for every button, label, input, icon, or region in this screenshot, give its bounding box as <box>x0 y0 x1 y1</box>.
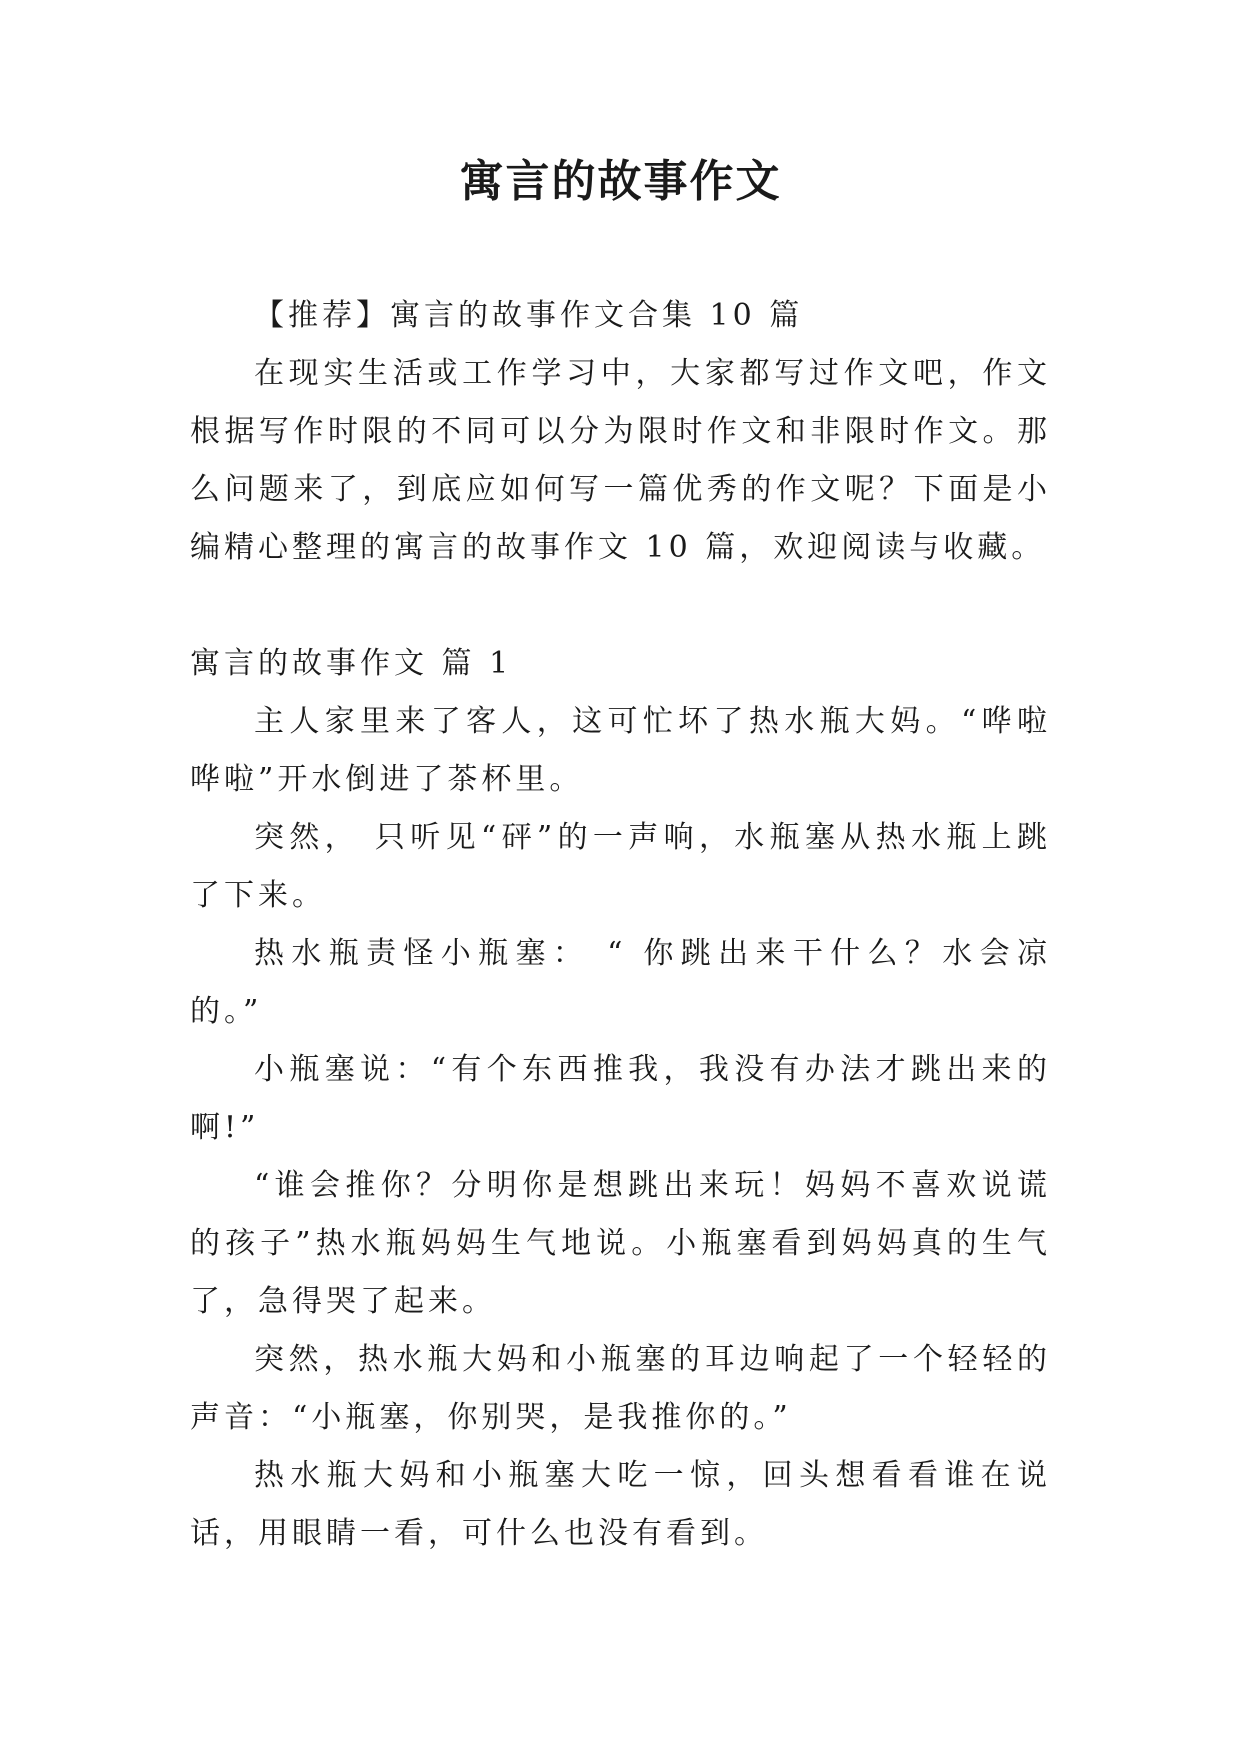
story-paragraph: 突然， 只听见“砰”的一声响，水瓶塞从热水瓶上跳了下来。 <box>190 820 1051 913</box>
story-paragraph: “谁会推你？分明你是想跳出来玩！妈妈不喜欢说谎的孩子”热水瓶妈妈生气地说。小瓶塞看到妈妈真的生气了，急得哭了起来。 <box>190 1168 1051 1319</box>
story-paragraph: 突然，热水瓶大妈和小瓶塞的耳边响起了一个轻轻的声音：“小瓶塞，你别哭，是我推你的。” <box>190 1342 1051 1435</box>
section-heading: 寓言的故事作文 篇 1 <box>190 646 513 681</box>
subtitle-line: 【推荐】寓言的故事作文合集 10 篇 <box>254 298 804 333</box>
intro-paragraph: 在现实生活或工作学习中，大家都写过作文吧，作文根据写作时限的不同可以分为限时作文和非限时作文。那么问题来了，到底应如何写一篇优秀的作文呢？下面是小编精心整理的寓言的故事作文 10 篇，欢迎阅读与收藏。 <box>190 356 1051 565</box>
document-title: 寓言的故事作文 <box>459 156 782 207</box>
story-paragraph: 热水瓶大妈和小瓶塞大吃一惊，回头想看看谁在说话，用眼睛一看，可什么也没有看到。 <box>190 1458 1051 1551</box>
story-paragraph: 小瓶塞说：“有个东西推我，我没有办法才跳出来的啊!” <box>190 1052 1051 1145</box>
document-body <box>190 287 1051 1563</box>
story-paragraph: 主人家里来了客人，这可忙坏了热水瓶大妈。“哗啦哗啦”开水倒进了茶杯里。 <box>190 704 1051 797</box>
story-paragraph: 热水瓶责怪小瓶塞： “ 你跳出来干什么？水会凉的。” <box>190 936 1051 1029</box>
